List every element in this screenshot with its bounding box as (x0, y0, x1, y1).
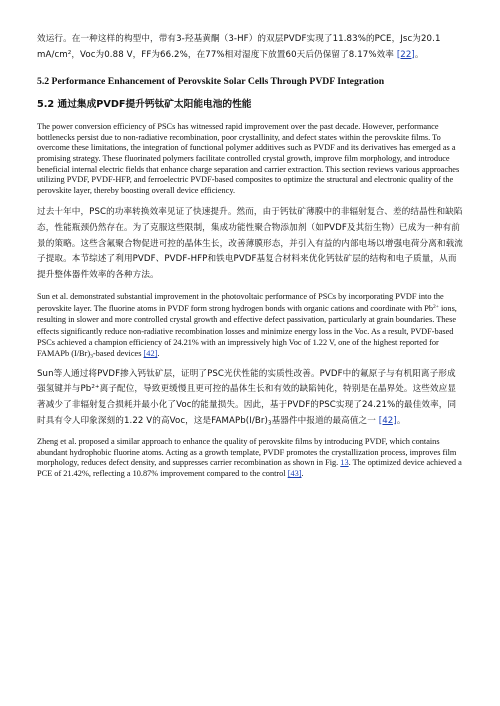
citation-link[interactable]: [22] (396, 49, 415, 60)
paragraph-zh-continued (37, 32, 463, 63)
subscript: 3 (267, 420, 272, 427)
text: . (301, 468, 304, 478)
text: -based devices (92, 349, 144, 359)
text: Sun等人通过将PVDF掺入钙钛矿层，证明了PSC光伏性能的实质性改善。PVDF中的氟原子与有机阳离子形成强氢键并与Pb (37, 368, 456, 395)
superscript: 2 (67, 49, 72, 56)
text: . The optimized device achieved a PCE of 21.42%, reflecting a 10.87% improvement compared to the control (37, 458, 462, 478)
paragraph-zh-sun (37, 367, 463, 429)
paragraph-en-intro: The power conversion efficiency of PSCs has witnessed rapid improvement over the past decade. However, performance bottlenecks persist due to non-radiative recombination, poor crystallinity, and defect states within the perovskite films. To overcome these limitations, the integration of functional polymer additives such as PVDF and its derivatives has emerged as a promising strategy. These fluorinated polymers facilitate controlled crystal growth, improve film morphology, and introduce beneficial internal electric fields that enhance charge separation and carrier extraction. This section reviews various approaches utilizing PVDF, PVDF-HFP, and ferroelectric PVDF-based composites to optimize the structural and electronic quality of the perovskite layer, thereby boosting overall device efficiency. (37, 122, 460, 195)
section-heading-zh: 5.2 通过集成PVDF提升钙钛矿太阳能电池的性能 (37, 99, 252, 111)
text: ，Voc为0.88 V，FF为66.2%，在77%相对湿度下放置60天后仍保留了8.17%效率 (71, 49, 397, 60)
text: Sun et al. demonstrated substantial improvement in the photovoltaic performance of PSCs by incorporating PVDF into the perovskite layer. The fluorine atoms in PVDF form strong hydrogen bonds with organic cations and coordinate with Pb (37, 292, 444, 313)
figure-link[interactable]: 13 (340, 458, 349, 468)
text: . (157, 349, 160, 359)
document-page (37, 32, 463, 480)
superscript: 2+ (433, 303, 439, 310)
citation-link[interactable]: [42] (143, 349, 158, 359)
text: 。 (396, 415, 406, 426)
text: 基器件中报道的最高值之一 (271, 415, 379, 426)
text: Zheng et al. proposed a similar approach to enhance the quality of perovskite films by introducing PVDF, which contains abundant hydrophobic fluorine atoms. Acting as a growth template, PVDF promotes the crystallization process, improves film morphology, reduces defect density, and suppresses carrier recombination as shown in Fig. (37, 437, 457, 468)
section-heading-en: 5.2 Performance Enhancement of Perovskite Solar Cells Through PVDF Integration (37, 76, 385, 88)
citation-link[interactable]: [42] (378, 415, 397, 426)
paragraph-zh-intro: 过去十年中，PSC的功率转换效率见证了快速提升。然而，由于钙钛矿薄膜中的非辐射复合、差的结晶性和缺陷态，性能瓶颈仍然存在。为了克服这些限制，集成功能性聚合物添加剂（如PVDF及其衍生物）已成为一种有前景的策略。这些含氟聚合物促进可控的晶体生长，改善薄膜形态，并引入有益的内部电场以增强电荷分离和载流子提取。本节综述了利用PVDF、PVDF-HFP和铁电PVDF基复合材料来优化钙钛矿层的结构和电子质量，从而提升整体器件效率的各种方法。 (37, 207, 463, 280)
superscript: 2+ (91, 384, 100, 391)
text: 效运行。在一种这样的构型中，带有3-羟基黄酮（3-HF）的双层PVDF实现了11.83%的PCE，Jsc为20.1 mA/cm (37, 34, 441, 60)
paragraph-en-zheng (37, 437, 463, 479)
text: ions, resulting in slower and more controlled crystal growth and effective defect passivation, particularly at grain boundaries. These effects significantly reduce non-radiative recombination losses and minimize energy loss in the Voc. As a result, PVDF-based PSCs achieved a champion efficiency of 24.21% with an impressively high Voc of 1.22 V, one of the highest reported for FAMAPb (I/Br) (37, 303, 457, 359)
citation-link[interactable]: [43] (287, 468, 302, 478)
text: 。 (414, 49, 424, 60)
text: 离子配位，导致更缓慢且更可控的晶体生长和有效的缺陷钝化，特别是在晶界处。这些效应显著减少了非辐射复合损耗并最小化了Voc的能量损失。因此，基于PVDF的PSC实现了24.21%的最佳效率，同时具有令人印象深刻的1.22 V的高Voc，这是FAMAPb(I/Br) (37, 384, 457, 426)
paragraph-en-sun (37, 291, 463, 359)
subscript: 3 (90, 353, 93, 360)
